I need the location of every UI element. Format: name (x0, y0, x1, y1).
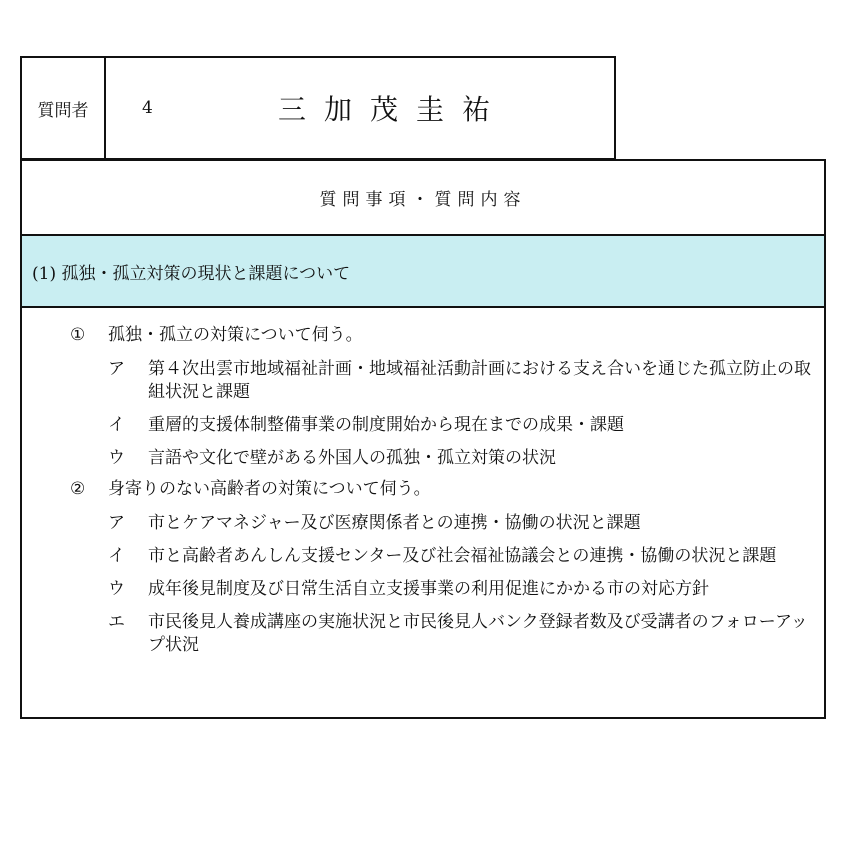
question-2 (22, 476, 824, 502)
question-table (20, 159, 826, 719)
question-2-number: ② (70, 479, 86, 499)
question-2-item-a (22, 512, 824, 535)
question-2-item-i (22, 545, 824, 568)
item-text: 市民後見人養成講座の実施状況と市民後見人バンク登録者数及び受講者のフォローアップ状況 (148, 612, 808, 655)
item-text: 成年後見制度及び日常生活自立支援事業の利用促進にかかる市の対応方針 (148, 579, 709, 599)
item-text: 第４次出雲市地域福祉計画・地域福祉活動計画における支え合いを通じた孤立防止の取組状況と課題 (148, 359, 811, 402)
item-marker: ウ (108, 448, 125, 468)
item-marker: イ (108, 546, 125, 566)
item-marker: エ (108, 612, 125, 632)
item-marker: イ (108, 415, 125, 435)
question-2-text: 身寄りのない高齢者の対策について伺う。 (108, 479, 431, 499)
question-2-item-e (22, 611, 824, 657)
item-marker: ウ (108, 579, 125, 599)
item-text: 市とケアマネジャー及び医療関係者との連携・協働の状況と課題 (148, 513, 641, 533)
question-2-item-u (22, 578, 824, 601)
questioner-header (20, 56, 616, 160)
item-text: 重層的支援体制整備事業の制度開始から現在までの成果・課題 (148, 415, 624, 435)
question-1-item-a (22, 358, 824, 404)
item-marker: ア (108, 359, 125, 379)
questioner-label: 質問者 (22, 58, 106, 158)
question-1-item-i (22, 414, 824, 437)
questioner-name: 三加茂圭祐 (277, 93, 508, 126)
question-1-number: ① (70, 325, 86, 345)
item-marker: ア (108, 513, 125, 533)
item-text: 市と高齢者あんしん支援センター及び社会福祉協議会との連携・協働の状況と課題 (148, 546, 777, 566)
question-list (22, 308, 824, 657)
section-heading: 質問事項・質問内容 (22, 161, 824, 236)
topic-heading: (1) 孤独・孤立対策の現状と課題について (22, 236, 824, 308)
item-text: 言語や文化で壁がある外国人の孤独・孤立対策の状況 (148, 448, 556, 468)
question-1-item-u (22, 447, 824, 470)
questioner-number: 4 (142, 98, 153, 118)
question-1 (22, 322, 824, 348)
question-1-text: 孤独・孤立の対策について伺う。 (108, 325, 363, 345)
